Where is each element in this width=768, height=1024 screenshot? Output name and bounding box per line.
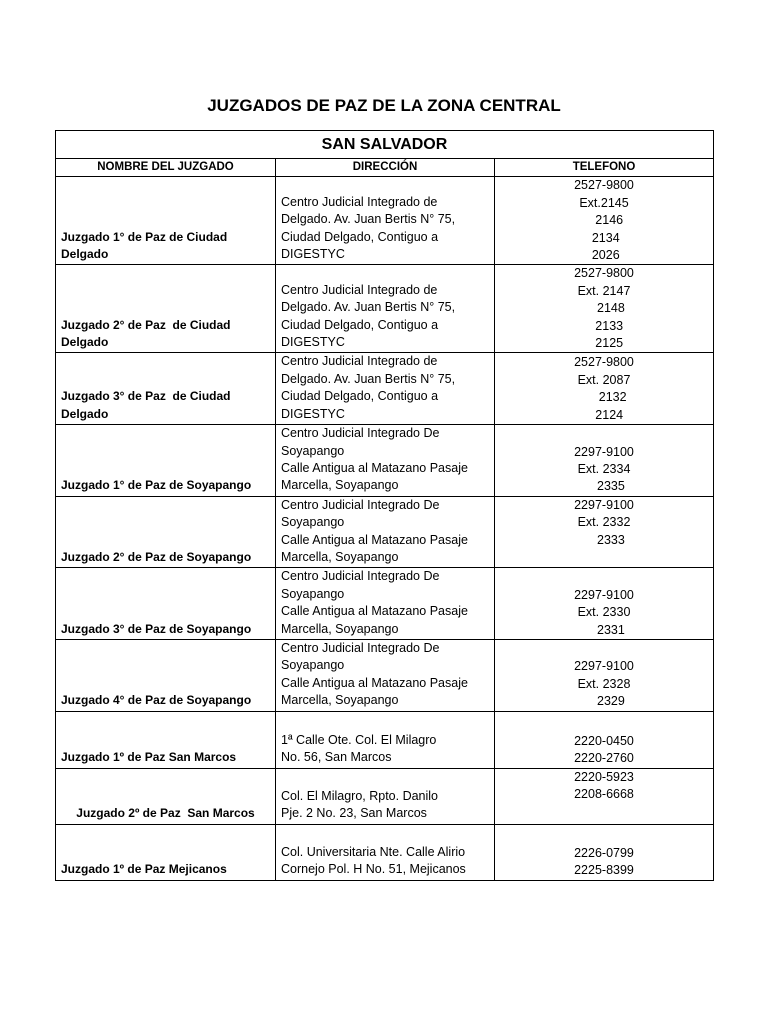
phone-line: Ext. 2328	[577, 676, 631, 691]
court-address-cell	[276, 496, 495, 568]
address-line: Delgado. Av. Juan Bertis N° 75,	[281, 371, 456, 386]
court-address-cell	[276, 425, 495, 497]
phone-line: 2297-9100	[574, 587, 634, 602]
phone-line: 2331	[583, 622, 625, 637]
address-line: Ciudad Delgado, Contiguo a	[281, 229, 439, 244]
court-name-cell	[56, 711, 276, 768]
court-name-line: Juzgado 1º de Paz San Marcos	[61, 750, 237, 765]
court-phone-cell	[495, 824, 714, 880]
court-name-line: Juzgado 3° de Paz de Soyapango	[61, 621, 252, 636]
address-line: Soyapango	[281, 443, 345, 458]
address-line: Calle Antigua al Matazano Pasaje	[281, 675, 468, 690]
address-line: Delgado. Av. Juan Bertis N° 75,	[281, 300, 456, 315]
court-address-cell	[276, 353, 495, 425]
court-address-cell	[276, 711, 495, 768]
court-name-cell	[56, 496, 276, 568]
phone-line: Ext.2145	[579, 195, 629, 210]
address-line: Centro Judicial Integrado De	[281, 569, 440, 584]
column-header-phone: TELEFONO	[495, 159, 714, 177]
phone-line: 2333	[583, 532, 625, 547]
address-line: Calle Antigua al Matazano Pasaje	[281, 532, 468, 547]
address-line: Calle Antigua al Matazano Pasaje	[281, 460, 468, 475]
courts-table-body	[56, 177, 714, 880]
court-address-cell	[276, 768, 495, 824]
address-line: Delgado. Av. Juan Bertis N° 75,	[281, 212, 456, 227]
court-phone-cell	[495, 425, 714, 497]
phone-line: Ext. 2334	[577, 461, 631, 476]
address-line: Col. Universitaria Nte. Calle Alirio	[281, 844, 466, 859]
court-name-cell	[56, 639, 276, 711]
court-phone-cell	[495, 496, 714, 568]
address-line: No. 56, San Marcos	[281, 750, 392, 765]
courts-table	[55, 130, 714, 881]
phone-line: Ext. 2087	[577, 372, 631, 387]
phone-line	[500, 803, 708, 820]
address-line: Centro Judicial Integrado De	[281, 640, 440, 655]
address-line: Pje. 2 No. 23, San Marcos	[281, 806, 427, 821]
table-row	[56, 265, 714, 353]
column-header-address: DIRECCIÓN	[276, 159, 495, 177]
address-line: Centro Judicial Integrado De	[281, 497, 440, 512]
table-row	[56, 496, 714, 568]
address-line: Marcella, Soyapango	[281, 478, 399, 493]
address-line: Calle Antigua al Matazano Pasaje	[281, 604, 468, 619]
address-line: Marcella, Soyapango	[281, 693, 399, 708]
court-name-cell	[56, 768, 276, 824]
phone-line: 2133	[584, 318, 624, 333]
phone-line: 2026	[588, 248, 620, 263]
phone-line: 2527-9800	[574, 266, 634, 281]
table-row	[56, 568, 714, 640]
phone-line: 2297-9100	[574, 444, 634, 459]
court-address-cell	[276, 824, 495, 880]
phone-line: Ext. 2332	[577, 515, 631, 530]
phone-line: Ext. 2330	[577, 605, 631, 620]
phone-line: 2297-9100	[574, 659, 634, 674]
court-phone-cell	[495, 768, 714, 824]
court-name-cell	[56, 265, 276, 353]
address-line: Soyapango	[281, 586, 345, 601]
phone-line: 2527-9800	[574, 355, 634, 370]
phone-line: 2146	[584, 213, 624, 228]
table-row	[56, 824, 714, 880]
court-name-line: Delgado	[61, 406, 109, 421]
phone-line	[500, 549, 708, 566]
phone-line: 2208-6668	[574, 787, 634, 801]
phone-line: 2527-9800	[574, 178, 634, 193]
court-name-line: Juzgado 2º de Paz San Marcos	[76, 806, 255, 821]
phone-line: 2148	[583, 301, 625, 316]
court-phone-cell	[495, 265, 714, 353]
phone-line: 2134	[588, 230, 620, 245]
address-line: Centro Judicial Integrado de	[281, 282, 438, 297]
table-row	[56, 425, 714, 497]
address-line: Ciudad Delgado, Contiguo a	[281, 317, 439, 332]
phone-line: 2132	[581, 390, 627, 405]
phone-line: 2335	[583, 479, 625, 494]
court-name-cell	[56, 353, 276, 425]
court-name-line: Juzgado 2° de Paz de Soyapango	[61, 549, 252, 564]
court-phone-cell	[495, 353, 714, 425]
court-name-line: Juzgado 1° de Paz de Soyapango	[61, 478, 252, 493]
address-line: DIGESTYC	[281, 406, 345, 421]
court-name-line: Delgado	[61, 335, 109, 350]
region-heading: SAN SALVADOR	[56, 131, 714, 159]
phone-line: Ext. 2147	[577, 283, 631, 298]
header-row	[56, 159, 714, 177]
court-address-cell	[276, 639, 495, 711]
court-name-cell	[56, 177, 276, 265]
table-row	[56, 177, 714, 265]
phone-line: 2220-0450	[574, 733, 634, 748]
address-line: Soyapango	[281, 515, 345, 530]
address-line: DIGESTYC	[281, 247, 345, 262]
court-address-cell	[276, 568, 495, 640]
court-address-cell	[276, 265, 495, 353]
court-name-line: Juzgado 1° de Paz de Ciudad	[61, 229, 228, 244]
address-line: Cornejo Pol. H No. 51, Mejicanos	[281, 862, 466, 877]
address-line: DIGESTYC	[281, 335, 345, 350]
phone-line: 2329	[583, 694, 625, 709]
court-name-line: Juzgado 4° de Paz de Soyapango	[61, 693, 252, 708]
court-name-line: Juzgado 1º de Paz Mejicanos	[61, 862, 227, 877]
court-phone-cell	[495, 177, 714, 265]
page-title: JUZGADOS DE PAZ DE LA ZONA CENTRAL	[207, 96, 561, 115]
phone-line: 2225-8399	[574, 863, 634, 878]
phone-line: 2226-0799	[574, 845, 634, 860]
address-line: Centro Judicial Integrado De	[281, 426, 440, 441]
address-line: Centro Judicial Integrado de	[281, 194, 438, 209]
phone-line: 2297-9100	[574, 497, 634, 512]
address-line: 1ª Calle Ote. Col. El Milagro	[281, 732, 437, 747]
court-name-line: Juzgado 2° de Paz de Ciudad	[61, 317, 231, 332]
table-row	[56, 711, 714, 768]
phone-line: 2220-2760	[574, 751, 634, 766]
region-row	[56, 131, 714, 159]
court-phone-cell	[495, 639, 714, 711]
address-line: Centro Judicial Integrado de	[281, 354, 438, 369]
court-name-cell	[56, 425, 276, 497]
address-line: Marcella, Soyapango	[281, 621, 399, 636]
phone-line: 2124	[584, 407, 624, 422]
address-line: Col. El Milagro, Rpto. Danilo	[281, 788, 439, 803]
court-name-cell	[56, 824, 276, 880]
column-header-name: NOMBRE DEL JUZGADO	[56, 159, 276, 177]
court-phone-cell	[495, 568, 714, 640]
address-line: Marcella, Soyapango	[281, 549, 399, 564]
court-name-cell	[56, 568, 276, 640]
table-row	[56, 353, 714, 425]
address-line: Ciudad Delgado, Contiguo a	[281, 389, 439, 404]
address-line: Soyapango	[281, 658, 345, 673]
table-row	[56, 639, 714, 711]
court-name-line: Juzgado 3° de Paz de Ciudad	[61, 389, 231, 404]
phone-line: 2220-5923	[574, 769, 634, 784]
court-phone-cell	[495, 711, 714, 768]
court-name-line: Delgado	[61, 247, 109, 262]
court-address-cell	[276, 177, 495, 265]
table-row	[56, 768, 714, 824]
phone-line: 2125	[584, 336, 624, 351]
